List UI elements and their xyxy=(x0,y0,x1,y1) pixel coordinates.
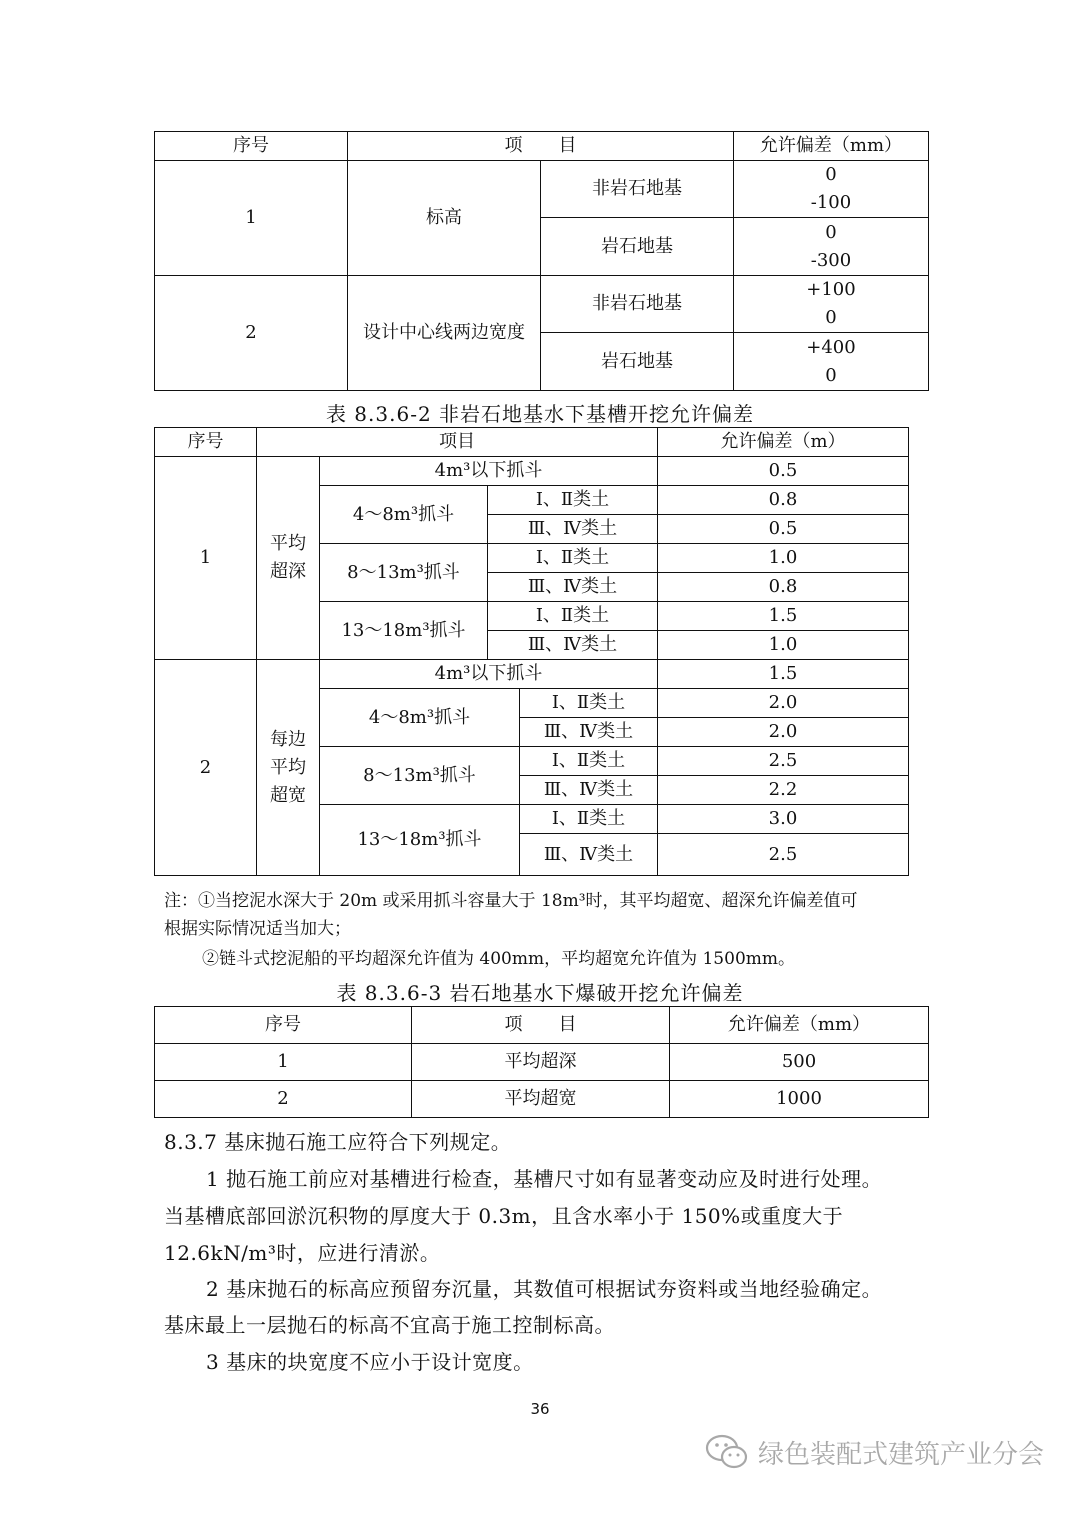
paragraph-line: 12.6kN/m³时，应进行清淤。 xyxy=(164,1241,441,1265)
table3-caption: 表 8.3.6-3 岩石地基水下爆破开挖允许偏差 xyxy=(336,981,744,1005)
t1-row1-no: 1 xyxy=(155,161,348,276)
t3-row1-no: 1 xyxy=(155,1044,412,1081)
tolerance-table-3 xyxy=(154,1006,929,1118)
t2-g2-value: 2.0 xyxy=(658,689,909,718)
t1-row2-sub1: 非岩石地基 xyxy=(541,276,734,333)
table2-note-3: ②链斗式挖泥船的平均超深允许值为 400mm，平均超宽允许值为 1500mm。 xyxy=(202,949,795,969)
t2-g1-bucket: 8～13m³抓斗 xyxy=(320,544,488,602)
table2-caption: 表 8.3.6-2 非岩石地基水下基槽开挖允许偏差 xyxy=(325,402,755,426)
t2-g2-soil: Ⅲ、Ⅳ类土 xyxy=(520,718,658,747)
t1-row2-item: 设计中心线两边宽度 xyxy=(348,276,541,391)
t2-g1-bucket-small: 4m³以下抓斗 xyxy=(320,457,658,486)
t2-g2-value: 2.2 xyxy=(658,776,909,805)
t1-value-upper: +100 xyxy=(806,279,856,300)
t1-value-lower: 0 xyxy=(825,307,837,328)
t2-g1-value: 0.5 xyxy=(658,515,909,544)
t3-row1-item: 平均超深 xyxy=(412,1044,670,1081)
t1-row1-sub2: 岩石地基 xyxy=(541,218,734,276)
t1-value-lower: -300 xyxy=(810,249,852,271)
t2-g1-value: 0.8 xyxy=(658,486,909,515)
t1-row1-sub1-value xyxy=(734,161,929,218)
t2-g2-value: 1.5 xyxy=(658,660,909,689)
t2-g1-value: 0.5 xyxy=(658,457,909,486)
t2-g2-soil: Ⅲ、Ⅳ类土 xyxy=(520,834,658,876)
t1-row1-sub1: 非岩石地基 xyxy=(541,161,734,218)
t2-g1-soil: Ⅰ、Ⅱ类土 xyxy=(488,486,658,515)
paragraph-line: 2 基床抛石的标高应预留夯沉量，其数值可根据试夯资料或当地经验确定。 xyxy=(206,1277,883,1301)
t1-header-tol: 允许偏差（mm） xyxy=(734,132,929,161)
paragraph-line: 基床最上一层抛石的标高不宜高于施工控制标高。 xyxy=(164,1313,615,1337)
t1-value-upper: +400 xyxy=(806,336,856,358)
t2-group1-item xyxy=(257,457,320,660)
t2-g2-bucket-small: 4m³以下抓斗 xyxy=(320,660,658,689)
t2-g2-bucket: 13～18m³抓斗 xyxy=(320,805,520,876)
t2-g1-soil: Ⅰ、Ⅱ类土 xyxy=(488,602,658,631)
t1-row1-item: 标高 xyxy=(348,161,541,276)
t2-g1-value: 1.0 xyxy=(658,631,909,660)
t2-g2-soil: Ⅰ、Ⅱ类土 xyxy=(520,747,658,776)
t1-value-lower: 0 xyxy=(825,364,837,386)
t2-g1-soil: Ⅲ、Ⅳ类土 xyxy=(488,515,658,544)
t1-value-upper: 0 xyxy=(825,164,837,185)
t2-g1-bucket: 4～8m³抓斗 xyxy=(320,486,488,544)
t3-header-item: 项 目 xyxy=(412,1007,670,1044)
t2-g2-value: 2.0 xyxy=(658,718,909,747)
t2-g1-value: 1.0 xyxy=(658,544,909,573)
table2-note-1: 注：①当挖泥水深大于 20m 或采用抓斗容量大于 18m³时，其平均超宽、超深允许偏差值可 xyxy=(164,891,858,911)
t3-row2-no: 2 xyxy=(155,1081,412,1118)
t2-group2-no: 2 xyxy=(155,660,257,876)
watermark xyxy=(704,1432,1044,1472)
t3-header-no: 序号 xyxy=(155,1007,412,1044)
section-heading: 8.3.7 基床抛石施工应符合下列规定。 xyxy=(164,1130,512,1154)
t1-header-no: 序号 xyxy=(155,132,348,161)
t2-g2-value: 3.0 xyxy=(658,805,909,834)
t2-group1-item-line: 平均 xyxy=(270,533,306,554)
t1-row1-sub2-value xyxy=(734,218,929,276)
t2-g1-value: 1.5 xyxy=(658,602,909,631)
t3-row2-item: 平均超宽 xyxy=(412,1081,670,1118)
t1-value-upper: 0 xyxy=(825,221,837,243)
t2-g1-bucket: 13～18m³抓斗 xyxy=(320,602,488,660)
t2-g2-soil: Ⅰ、Ⅱ类土 xyxy=(520,805,658,834)
t2-g1-value: 0.8 xyxy=(658,573,909,602)
t2-g2-soil: Ⅰ、Ⅱ类土 xyxy=(520,689,658,718)
t2-g2-value: 2.5 xyxy=(658,747,909,776)
t2-g1-soil: Ⅰ、Ⅱ类土 xyxy=(488,544,658,573)
t1-header-item: 项 目 xyxy=(348,132,734,161)
t2-group2-item xyxy=(257,660,320,876)
paragraph-line: 3 基床的块宽度不应小于设计宽度。 xyxy=(206,1350,534,1374)
t2-group1-item-line: 超深 xyxy=(270,561,306,582)
tolerance-table-2 xyxy=(154,427,909,876)
table2-note-2: 根据实际情况适当加大； xyxy=(164,919,351,939)
t2-group1-no: 1 xyxy=(155,457,257,660)
t1-row2-sub1-value xyxy=(734,276,929,333)
t2-header-no: 序号 xyxy=(155,428,257,457)
t2-group2-item-line: 每边 xyxy=(270,728,306,750)
t1-value-lower: -100 xyxy=(810,192,852,213)
t2-group2-item-line: 超宽 xyxy=(270,784,306,806)
t1-row2-no: 2 xyxy=(155,276,348,391)
t3-header-tol: 允许偏差（mm） xyxy=(670,1007,929,1044)
t1-row2-sub2: 岩石地基 xyxy=(541,333,734,391)
paragraph-line: 当基槽底部回淤沉积物的厚度大于 0.3m，且含水率小于 150%或重度大于 xyxy=(164,1204,844,1228)
paragraph-line: 1 抛石施工前应对基槽进行检查，基槽尺寸如有显著变动应及时进行处理。 xyxy=(206,1167,883,1191)
t2-header-tol: 允许偏差（m） xyxy=(658,428,909,457)
page-number: 36 xyxy=(530,1400,550,1418)
t2-g1-soil: Ⅲ、Ⅳ类土 xyxy=(488,573,658,602)
t2-header-item: 项目 xyxy=(257,428,658,457)
watermark-text: 绿色装配式建筑产业分会 xyxy=(757,1439,1044,1470)
t2-g2-bucket: 8～13m³抓斗 xyxy=(320,747,520,805)
t2-g1-soil: Ⅲ、Ⅳ类土 xyxy=(488,631,658,660)
t2-g2-soil: Ⅲ、Ⅳ类土 xyxy=(520,776,658,805)
t3-row2-value: 1000 xyxy=(670,1081,929,1118)
tolerance-table-1 xyxy=(154,131,929,391)
t2-g2-value: 2.5 xyxy=(658,834,909,876)
t1-row2-sub2-value xyxy=(734,333,929,391)
t2-g2-bucket: 4～8m³抓斗 xyxy=(320,689,520,747)
wechat-icon xyxy=(704,1432,750,1472)
t3-row1-value: 500 xyxy=(670,1044,929,1081)
t2-group2-item-line: 平均 xyxy=(270,756,306,778)
